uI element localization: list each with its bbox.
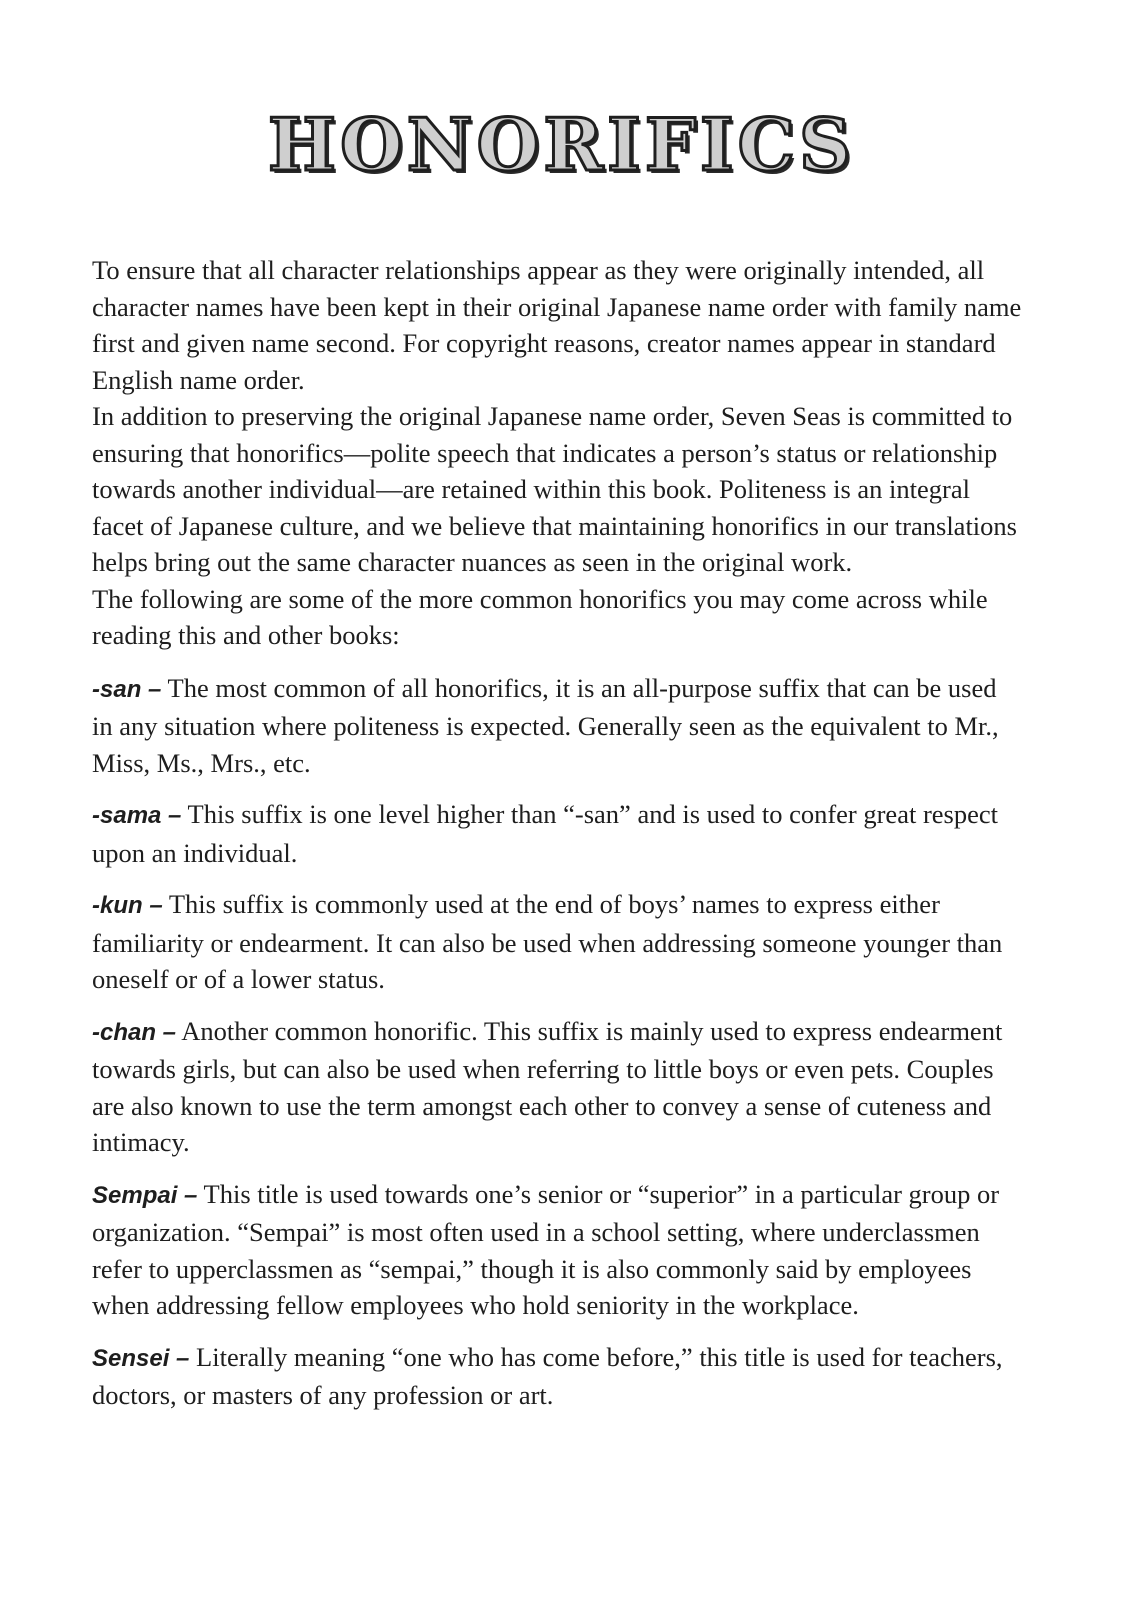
honorific-definition: The most common of all honorifics, it is an all-purpose suffix that can be used in any situation where politeness is expected. Generally seen as the equivalent to Mr., Miss, Ms., Mrs., etc.: [92, 672, 999, 778]
honorific-definition: This title is used towards one’s senior or “superior” in a particular group or organization. “Sempai” is most often used in a school setting, where underclassmen refer to upperclassmen as “sempai,” though it is also commonly said by employees when addressing fellow employees who hold seniority in the workplace.: [92, 1178, 1000, 1320]
honorific-term: -san –: [92, 675, 162, 703]
honorific-definition: Another common honorific. This suffix is mainly used to express endearment towards girls, but can also be used when referring to little boys or even pets. Couples are also known to use the term amongst each other to convey a sense of cuteness and intimacy.: [92, 1015, 1003, 1157]
honorific-term: -sama –: [92, 802, 182, 829]
honorifics-list: [92, 670, 1022, 1414]
page-title: HONORIFICS: [268, 102, 855, 187]
body-text: [92, 252, 1022, 1429]
honorific-entry-sensei: [92, 1339, 1022, 1414]
honorific-definition: This suffix is commonly used at the end of boys’ names to express either familiarity or endearment. It can also be used when addressing someone younger than oneself or of a lower status.: [92, 889, 1003, 994]
honorific-entry-kun: [92, 886, 1022, 998]
honorific-term: Sempai –: [92, 1181, 198, 1209]
honorific-term: -chan –: [92, 1018, 177, 1046]
intro-paragraph-honorifics: In addition to preserving the original Japanese name order, Seven Seas is committed to ensuring that honorifics—polite speech that indicates a person’s status or relationship towards another individual—are retained within this book. Politeness is an integral facet of Japanese culture, and we believe that maintaining honorifics in our translations helps bring out the same character nuances as seen in the original work.: [92, 401, 1017, 577]
honorific-term: -kun –: [92, 892, 163, 919]
honorific-definition: Literally meaning “one who has come before,” this title is used for teachers, doctors, or masters of any profession or art.: [92, 1341, 1003, 1410]
title-area: [0, 100, 1123, 190]
intro-paragraph-following: The following are some of the more common honorifics you may come across while reading this and other books:: [92, 583, 988, 650]
honorific-entry-san: [92, 670, 1022, 782]
honorific-definition: This suffix is one level higher than “-san” and is used to confer great respect upon an individual.: [92, 799, 998, 868]
honorific-entry-sama: [92, 796, 1022, 871]
honorific-entry-chan: [92, 1013, 1022, 1161]
intro-section: [92, 252, 1022, 654]
honorific-entry-sempai: [92, 1176, 1022, 1324]
intro-paragraph-name-order: To ensure that all character relationships appear as they were originally intended, all character names have been kept in their original Japanese name order with family name first and given name second. For copyright reasons, creator names appear in standard English name order.: [92, 255, 1022, 395]
honorific-term: Sensei –: [92, 1344, 190, 1372]
